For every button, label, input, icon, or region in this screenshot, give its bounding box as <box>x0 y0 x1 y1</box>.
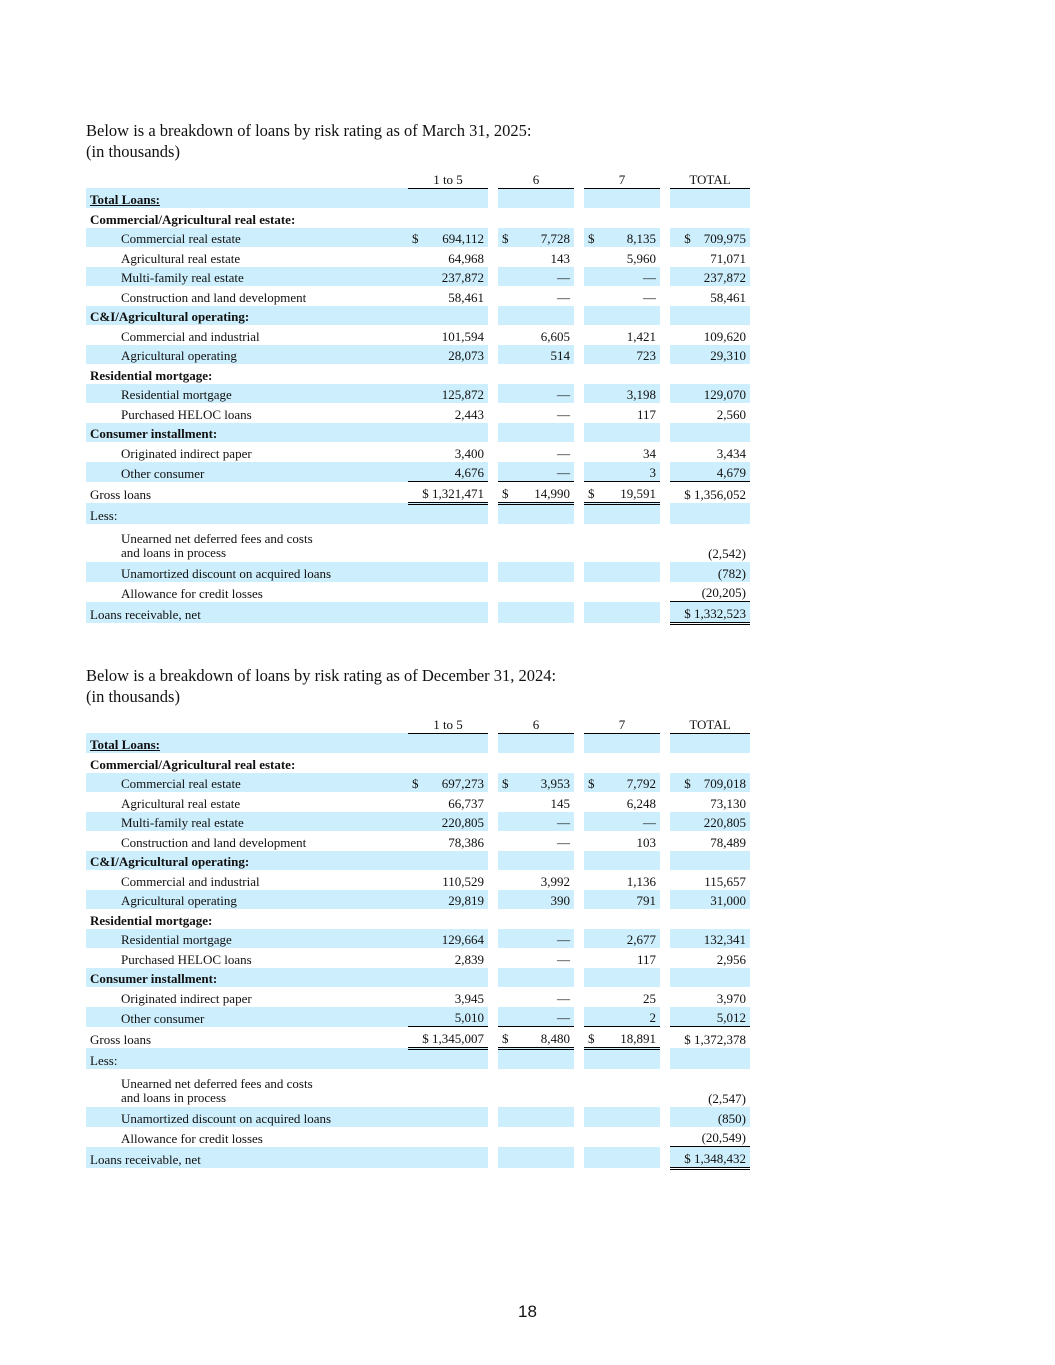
cell-value: 78,489 <box>710 834 746 850</box>
row-label: Agricultural real estate <box>121 250 241 266</box>
row-label: Multi-family real estate <box>86 267 408 287</box>
cell-value: 8,135 <box>600 228 660 248</box>
currency-symbol: $ <box>584 773 600 793</box>
less-label: Less: <box>86 1048 408 1069</box>
cell-value: 5,012 <box>670 1007 750 1027</box>
cell-value: 2,560 <box>716 406 746 422</box>
table-row <box>86 851 750 871</box>
risk-rating-table <box>86 168 750 625</box>
column-header: 6 <box>498 713 574 733</box>
cell-value: 514 <box>514 345 574 365</box>
cell-value: — <box>514 384 574 404</box>
row-label: Other consumer <box>86 462 408 482</box>
cell-value: — <box>557 289 570 305</box>
cell-value: 3,970 <box>716 990 746 1006</box>
total-loans-label: Total Loans: <box>86 733 408 753</box>
column-header: 7 <box>584 168 660 188</box>
cell-value: $ 1,321,471 <box>408 482 488 504</box>
row-label: Unearned net deferred fees and costs and loans in process <box>121 531 313 560</box>
cell-value: 1,421 <box>626 328 656 344</box>
cell-value: 58,461 <box>710 289 746 305</box>
cell-value: 109,620 <box>703 328 746 344</box>
cell-value: 220,805 <box>670 812 750 832</box>
row-label: Gross loans <box>90 487 152 502</box>
table-row <box>86 1107 750 1127</box>
cell-value: 25 <box>643 990 656 1006</box>
cell-value: 64,968 <box>448 250 484 266</box>
row-label: Unearned net deferred fees and costs and loans in process <box>121 1076 313 1105</box>
row-label: Allowance for credit losses <box>121 585 263 601</box>
cell-value: $ 1,348,432 <box>670 1147 750 1169</box>
cell-value: 2 <box>600 1007 660 1027</box>
loan-table-section-december-2024 <box>86 665 746 1170</box>
cell-value: 3,992 <box>540 873 570 889</box>
table-row <box>86 582 750 602</box>
cell-value: (2,547) <box>708 1091 746 1106</box>
table-row <box>86 792 750 812</box>
cell-value: 390 <box>514 890 574 910</box>
table-row <box>86 384 750 404</box>
table-row <box>86 364 750 384</box>
cell-value: 14,990 <box>514 482 574 504</box>
cell-value: — <box>557 445 570 461</box>
cell-value: 7,728 <box>514 228 574 248</box>
cell-value: 29,819 <box>424 890 488 910</box>
cell-value: 237,872 <box>670 267 750 287</box>
gross-loans-row <box>86 1027 750 1049</box>
row-label: Allowance for credit losses <box>121 1130 263 1146</box>
currency-symbol: $ <box>498 482 514 504</box>
cell-value: 1,136 <box>626 873 656 889</box>
cell-value: 5,960 <box>626 250 656 266</box>
currency-symbol: $ <box>584 1027 600 1049</box>
cell-value: 791 <box>600 890 660 910</box>
cell-value: — <box>557 951 570 967</box>
row-label: Other consumer <box>86 1007 408 1027</box>
row-label: Construction and land development <box>121 834 307 850</box>
row-label: Loans receivable, net <box>86 1147 408 1169</box>
cell-value: 3,945 <box>454 990 484 1006</box>
row-label: Gross loans <box>90 1032 152 1047</box>
cell-value: 3,953 <box>514 773 574 793</box>
row-label: Purchased HELOC loans <box>121 951 252 967</box>
category-label: C&I/Agricultural operating: <box>86 851 408 871</box>
row-label: Loans receivable, net <box>86 602 408 624</box>
currency-symbol: $ <box>408 228 424 248</box>
table-row <box>86 306 750 326</box>
cell-value: 6,605 <box>540 328 570 344</box>
cell-value: 3,400 <box>454 445 484 461</box>
table-row <box>86 987 750 1007</box>
cell-value: 29,310 <box>670 345 750 365</box>
cell-value: — <box>643 289 656 305</box>
cell-value: — <box>557 406 570 422</box>
cell-value: 2,956 <box>716 951 746 967</box>
currency-symbol: $ <box>584 228 600 248</box>
table-row <box>86 442 750 462</box>
cell-value: — <box>514 812 574 832</box>
table-row <box>86 909 750 929</box>
cell-value: 34 <box>643 445 656 461</box>
table-row <box>86 325 750 345</box>
row-label: Originated indirect paper <box>121 990 252 1006</box>
category-label: Commercial/Agricultural real estate: <box>90 211 296 227</box>
table-row <box>86 890 750 910</box>
cell-value: (20,549) <box>670 1127 750 1147</box>
cell-value: 220,805 <box>424 812 488 832</box>
table-row <box>86 812 750 832</box>
page-number: 18 <box>518 1302 537 1321</box>
row-label: Unamortized discount on acquired loans <box>86 562 408 582</box>
table-row <box>86 1048 750 1069</box>
column-header: TOTAL <box>670 713 750 733</box>
cell-value: 129,664 <box>424 929 488 949</box>
cell-value: 2,839 <box>454 951 484 967</box>
cell-value: 7,792 <box>600 773 660 793</box>
table-row <box>86 831 750 851</box>
currency-symbol: $ <box>408 773 424 793</box>
table-row <box>86 345 750 365</box>
cell-value: (2,542) <box>708 546 746 561</box>
category-label: Consumer installment: <box>86 968 408 988</box>
table-row <box>86 423 750 443</box>
currency-symbol: $ <box>584 482 600 504</box>
currency-symbol: $ <box>498 773 514 793</box>
cell-value: 129,070 <box>670 384 750 404</box>
row-label: Commercial real estate <box>86 773 408 793</box>
cell-value: — <box>514 267 574 287</box>
cell-value: 19,591 <box>600 482 660 504</box>
cell-value: 31,000 <box>670 890 750 910</box>
category-label: Consumer installment: <box>86 423 408 443</box>
table-row <box>86 870 750 890</box>
table-row <box>86 968 750 988</box>
table-intro: Below is a breakdown of loans by risk rating as of March 31, 2025: <box>86 121 532 140</box>
table-row <box>86 773 750 793</box>
table-units: (in thousands) <box>86 687 180 706</box>
row-label: Commercial real estate <box>86 228 408 248</box>
table-row <box>86 753 750 773</box>
row-label: Construction and land development <box>121 289 307 305</box>
table-row <box>86 733 750 753</box>
cell-value: 5,010 <box>424 1007 488 1027</box>
table-row <box>86 247 750 267</box>
row-label: Residential mortgage <box>86 929 408 949</box>
row-label: Multi-family real estate <box>86 812 408 832</box>
table-row <box>86 524 750 562</box>
table-row <box>86 208 750 228</box>
row-label: Residential mortgage <box>86 384 408 404</box>
table-row <box>86 286 750 306</box>
cell-value: 143 <box>550 250 570 266</box>
table-row <box>86 503 750 524</box>
loan-table-section-march-2025 <box>86 120 746 625</box>
table-row <box>86 929 750 949</box>
category-label: Residential mortgage: <box>90 912 213 928</box>
category-label: Residential mortgage: <box>90 367 213 383</box>
net-loans-row <box>86 602 750 624</box>
row-label: Agricultural operating <box>86 890 408 910</box>
gross-loans-row <box>86 482 750 504</box>
cell-value: — <box>514 929 574 949</box>
table-row <box>86 948 750 968</box>
cell-value: 117 <box>636 406 656 422</box>
cell-value: 3,198 <box>600 384 660 404</box>
cell-value: 4,679 <box>670 462 750 482</box>
table-row <box>86 1007 750 1027</box>
cell-value: 3,434 <box>716 445 746 461</box>
cell-value: 117 <box>636 951 656 967</box>
cell-value: (782) <box>670 562 750 582</box>
cell-value: 145 <box>550 795 570 811</box>
cell-value: 697,273 <box>424 773 488 793</box>
table-row <box>86 188 750 208</box>
table-intro: Below is a breakdown of loans by risk rating as of December 31, 2024: <box>86 666 557 685</box>
cell-value: 132,341 <box>670 929 750 949</box>
cell-value: 28,073 <box>424 345 488 365</box>
cell-value: — <box>557 834 570 850</box>
row-label: Agricultural operating <box>86 345 408 365</box>
row-label: Originated indirect paper <box>121 445 252 461</box>
cell-value: 115,657 <box>704 873 746 889</box>
cell-value: 4,676 <box>424 462 488 482</box>
risk-rating-table <box>86 713 750 1170</box>
cell-value: $ 1,332,523 <box>670 602 750 624</box>
cell-value: 2,443 <box>454 406 484 422</box>
cell-value: $ 709,975 <box>670 228 750 248</box>
cell-value: — <box>514 462 574 482</box>
cell-value: 103 <box>636 834 656 850</box>
table-row <box>86 462 750 482</box>
cell-value: 6,248 <box>626 795 656 811</box>
column-header-row <box>86 713 750 733</box>
cell-value: 78,386 <box>448 834 484 850</box>
category-label: Commercial/Agricultural real estate: <box>90 756 296 772</box>
table-row <box>86 403 750 423</box>
cell-value: 237,872 <box>424 267 488 287</box>
table-row <box>86 228 750 248</box>
cell-value: 125,872 <box>424 384 488 404</box>
cell-value: $ 1,372,378 <box>684 1032 746 1047</box>
row-label: Purchased HELOC loans <box>121 406 252 422</box>
cell-value: 18,891 <box>600 1027 660 1049</box>
row-label: Commercial and industrial <box>121 873 260 889</box>
less-label: Less: <box>86 503 408 524</box>
table-row <box>86 1127 750 1147</box>
cell-value: $ 709,018 <box>670 773 750 793</box>
cell-value: 3 <box>600 462 660 482</box>
table-row <box>86 562 750 582</box>
cell-value: 2,677 <box>600 929 660 949</box>
cell-value: $ 1,356,052 <box>684 487 746 502</box>
cell-value: 110,529 <box>442 873 484 889</box>
total-loans-label: Total Loans: <box>86 188 408 208</box>
column-header: 1 to 5 <box>408 168 488 188</box>
column-header: 1 to 5 <box>408 713 488 733</box>
column-header: 6 <box>498 168 574 188</box>
cell-value: (20,205) <box>670 582 750 602</box>
cell-value: $ 1,345,007 <box>408 1027 488 1049</box>
cell-value: 694,112 <box>424 228 488 248</box>
row-label: Unamortized discount on acquired loans <box>86 1107 408 1127</box>
cell-value: 723 <box>600 345 660 365</box>
cell-value: 101,594 <box>441 328 484 344</box>
cell-value: — <box>557 990 570 1006</box>
cell-value: 58,461 <box>448 289 484 305</box>
cell-value: 8,480 <box>514 1027 574 1049</box>
cell-value: — <box>600 267 660 287</box>
table-row <box>86 267 750 287</box>
cell-value: (850) <box>670 1107 750 1127</box>
net-loans-row <box>86 1147 750 1169</box>
cell-value: — <box>514 1007 574 1027</box>
row-label: Agricultural real estate <box>121 795 241 811</box>
column-header: 7 <box>584 713 660 733</box>
currency-symbol: $ <box>498 228 514 248</box>
cell-value: 66,737 <box>448 795 484 811</box>
cell-value: 71,071 <box>710 250 746 266</box>
currency-symbol: $ <box>498 1027 514 1049</box>
row-label: Commercial and industrial <box>121 328 260 344</box>
table-row <box>86 1069 750 1107</box>
cell-value: 73,130 <box>710 795 746 811</box>
category-label: C&I/Agricultural operating: <box>86 306 408 326</box>
column-header: TOTAL <box>670 168 750 188</box>
table-units: (in thousands) <box>86 142 180 161</box>
cell-value: — <box>600 812 660 832</box>
column-header-row <box>86 168 750 188</box>
